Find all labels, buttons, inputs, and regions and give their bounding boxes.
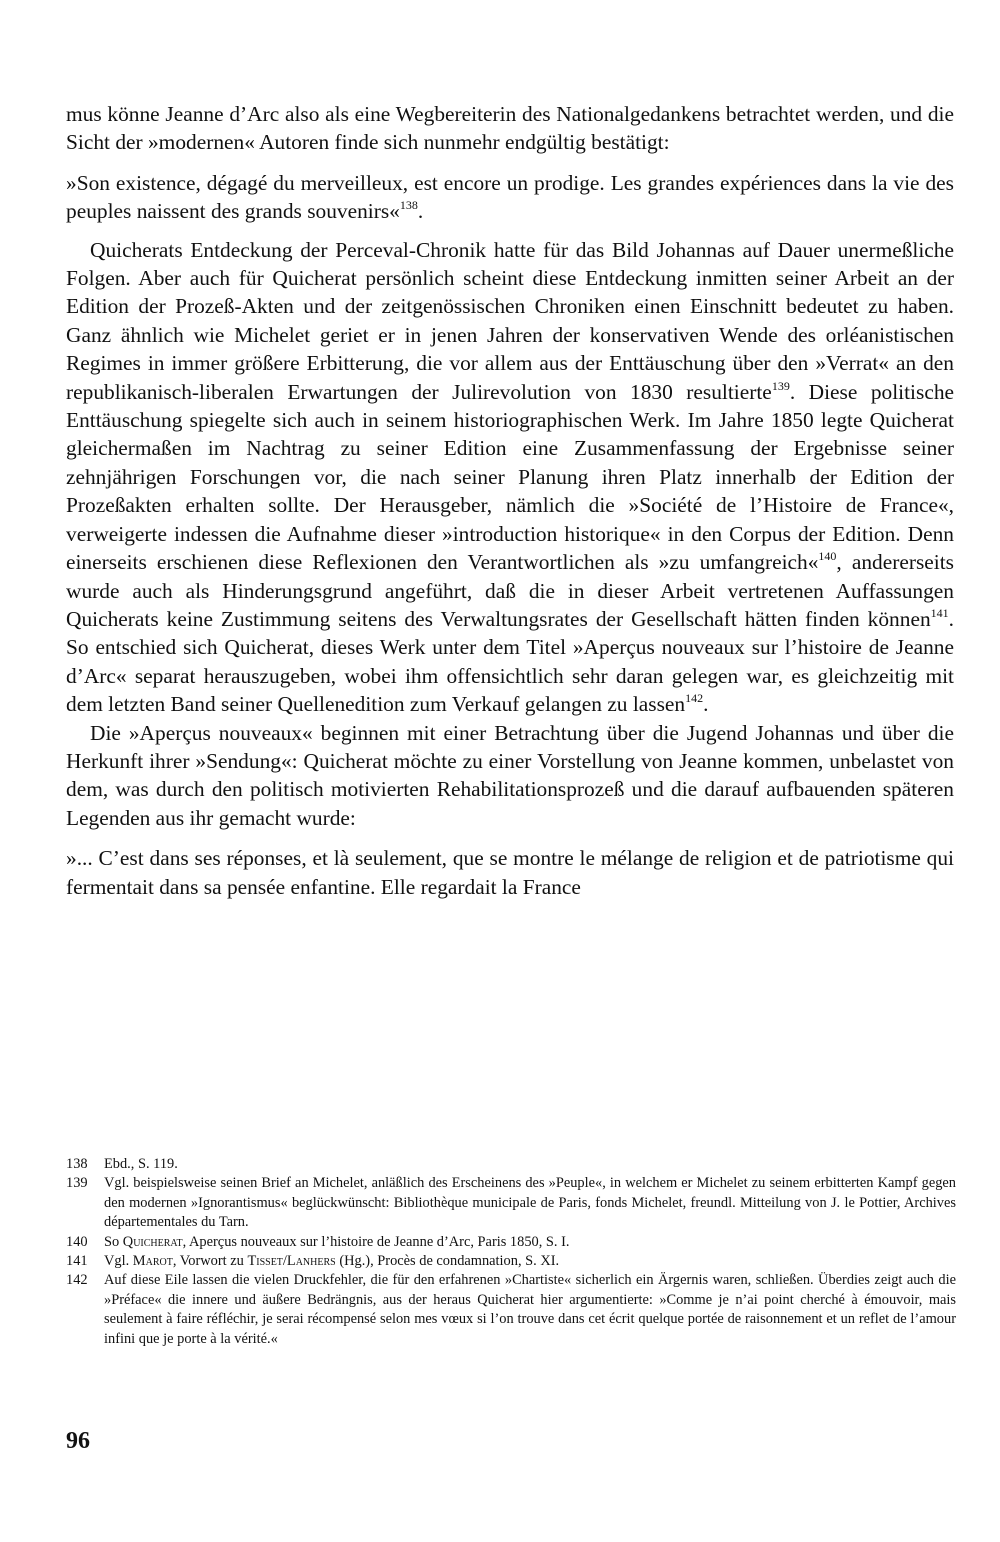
footnote-ref-140[interactable]: 140 (818, 549, 837, 564)
paragraph-text-c: , andererseits wurde auch als Hinderungsgrund angeführt, daß die in dieser Arbeit vertretenen Auffassungen Quicherats keine Zustimmung seitens des Verwaltungsrates der Gesellschaft hätten finden können (66, 550, 954, 631)
footnotes (66, 1155, 956, 1349)
footnote-ref-138[interactable]: 138 (399, 198, 418, 213)
page-number: 96 (66, 1428, 90, 1454)
citation-middle: , Vorwort zu (172, 1253, 248, 1270)
editor-names: Tisset/Lanhers (247, 1253, 336, 1270)
paragraph-text-b: . Diese politische Enttäuschung spiegelte sich auch in seinem historiographischen Werk. Im Jahre 1850 legte Quicherat gleichermaßen im Nachtrag zu seiner Edition eine Zusammenfassung der Ergebnisse seiner zehnjährigen Forschungen vor, die nach seiner Planung ihren Platz innerhalb der Edition der Prozeßakten erhalten sollte. Der Herausgeber, nämlich die »Société de l’Histoire de France«, verweigerte indessen die Aufnahme dieser »introduction historique« in den Corpus der Edition. Denn einerseits erschienen diese Reflexionen den Verantwortlichen als »zu umfangreich« (66, 379, 955, 575)
paragraph-text-a: Quicherats Entdeckung der Perceval-Chronik hatte für das Bild Johannas auf Dauer unermeßliche Folgen. Aber auch für Quicherat persönlich scheint diese Entdeckung inmitten seiner Arbeit an der Edition der Prozeß-Akten und der zeitgenössischen Chroniken einen Einschnitt bedeutet zu haben. Ganz ähnlich wie Michelet geriet er in jenen Jahren der konservativen Wende des orléanistischen Regimes in immer größere Erbitterung, die vor allem aus der Enttäuschung über den »Verrat« an den republikanisch-liberalen Erwartungen der Julirevolution von 1830 resultierte (66, 237, 954, 404)
footnote-ref-142[interactable]: 142 (685, 691, 704, 706)
footnote-138 (66, 1155, 956, 1174)
author-name: Marot (132, 1253, 173, 1270)
quote-text: »Son existence, dégagé du merveilleux, est encore un prodige. Les grandes expériences dans la vie des peuples naissent des grands souvenirs« (66, 170, 954, 224)
block-quote-1 (66, 169, 954, 226)
footnote-140 (66, 1233, 956, 1252)
author-name: Quicherat (122, 1233, 183, 1250)
main-text (66, 100, 954, 901)
paragraph-continued: mus könne Jeanne d’Arc also als eine Wegbereiterin des Nationalgedankens betrachtet werden, und die Sicht der »modernen« Autoren finde sich nunmehr endgültig bestätigt: (66, 102, 954, 155)
citation: , Aperçus nouveaux sur l’histoire de Jeanne d’Arc, Paris 1850, S. I. (182, 1233, 570, 1250)
quote-end: . (417, 199, 424, 224)
footnote-number: 139 (66, 1175, 88, 1192)
paragraph-apercus: Die »Aperçus nouveaux« beginnen mit einer Betrachtung über die Jugend Johannas und über die Herkunft ihrer »Sendung«: Quicherat möchte zu einer Vorstellung von Jeanne kommen, unbelastet von dem, was durch den politisch motivierten Rehabilitationsprozeß und die darauf aufbauenden späteren Legenden aus ihr gemacht wurde: (66, 720, 954, 830)
footnote-number: 141 (66, 1253, 88, 1270)
footnote-text (104, 1233, 956, 1252)
footnote-prefix: So (104, 1233, 123, 1250)
footnote-number: 142 (66, 1272, 88, 1289)
footnote-139 (66, 1174, 956, 1232)
footnote-ref-139[interactable]: 139 (771, 378, 790, 393)
footnote-number: 138 (66, 1156, 88, 1172)
footnote-number: 140 (66, 1233, 88, 1250)
footnote-text: Vgl. beispielsweise seinen Brief an Michelet, anläßlich des Erscheinens des »Peuple«, in welchem er Michelet zu seinem erbitterten Kampf gegen den modernen »Ignorantismus« beglückwünscht: Bibliothèque municipale de Paris, fonds Michelet, freundl. Mitteilung von J. le Pottier, Archives départementales du Tarn. (104, 1175, 956, 1231)
footnote-text: Auf diese Eile lassen die vielen Druckfehler, die für den erfahrenen »Chartiste« sicherlich ein Ärgernis waren, schließen. Überdies zeigt auch die »Préface« die innere und äußere Bedrängnis, aus der heraus Quicherat hier argumentierte: »Comme je n’ai point cherché à émouvoir, mais seulement à faire réfléchir, je serai récompensé selon mes vœux si l’on trouve dans cet écrit quelque portée de raisonnement et un reflet de l’amour infini que je porte à la vérité.« (104, 1272, 956, 1347)
footnote-text: Ebd., S. 119. (104, 1156, 178, 1172)
footnote-141 (66, 1252, 956, 1271)
paragraph-quicherat (66, 236, 954, 719)
paragraph-end: . (703, 692, 709, 717)
citation: (Hg.), Procès de condamnation, S. XI. (335, 1253, 560, 1270)
footnote-prefix: Vgl. (104, 1253, 133, 1270)
block-quote-2: »... C’est dans ses réponses, et là seulement, que se montre le mélange de religion et de patriotisme qui fermentait dans sa pensée enfantine. Elle regardait la France (66, 846, 954, 899)
paragraph-text-d: . So entschied sich Quicherat, dieses Werk unter dem Titel »Aperçus nouveaux sur l’histoire de Jeanne d’Arc« separat herauszugeben, wobei ihm offensichtlich sehr daran gelegen war, es gleichzeitig mit dem letzten Band seiner Quellenedition zum Verkauf gelangen zu lassen (66, 606, 954, 717)
footnote-142 (66, 1271, 956, 1349)
footnote-ref-141[interactable]: 141 (930, 605, 949, 620)
footnote-text (104, 1252, 956, 1271)
